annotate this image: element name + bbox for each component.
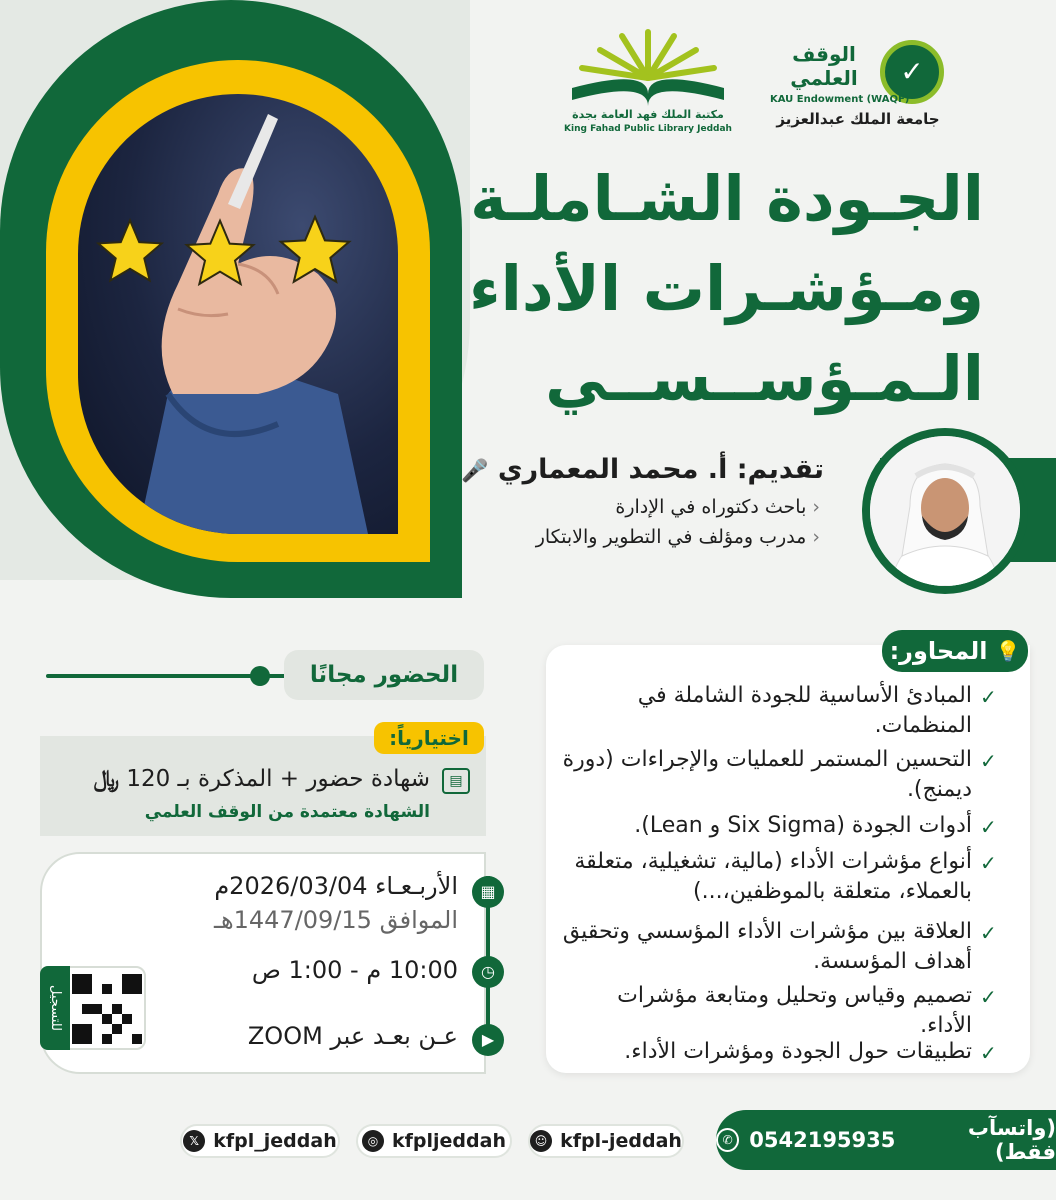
- snapchat-handle-text: kfpl-jeddah: [560, 1130, 682, 1152]
- x-handle[interactable]: [180, 1124, 340, 1158]
- check-icon: ✓: [980, 1041, 997, 1065]
- register-label: للتسجيل: [40, 966, 70, 1050]
- certificate-offer: [94, 766, 430, 792]
- waqf-emblem-icon: ✓: [880, 40, 944, 104]
- star-icon: [180, 214, 260, 294]
- topics-heading-text: المحاور:: [889, 637, 988, 665]
- event-date-gregorian: الأربـعـاء 2026/03/04م: [214, 872, 458, 900]
- certificate-offer-text: شهادة حضور + المذكرة بـ 120: [126, 766, 430, 792]
- whatsapp-note: (واتسآب فقط): [967, 1116, 1056, 1164]
- optional-label: اختيارياً:: [374, 722, 484, 754]
- topic-item: تطبيقات حول الجودة ومؤشرات الأداء.: [624, 1039, 972, 1064]
- speaker-bullet-2: [536, 526, 820, 548]
- star-icon: [92, 214, 168, 290]
- x-icon: 𝕏: [183, 1130, 205, 1152]
- event-date-hijri: الموافق 1447/09/15هـ: [213, 906, 458, 934]
- hand-rating-stars-photo: [78, 94, 398, 534]
- kau-university-name: جامعة الملك عبدالعزيز: [776, 110, 940, 128]
- instagram-handle-text: kfpljeddah: [392, 1130, 506, 1152]
- free-attendance-label: الحضور مجانًا: [284, 650, 484, 700]
- instagram-icon: ◎: [362, 1130, 384, 1152]
- speaker-bullet-text: باحث دكتوراه في الإدارة: [615, 496, 807, 518]
- clock-icon: ◷: [472, 956, 504, 988]
- certificate-accredited: الشهادة معتمدة من الوقف العلمي: [144, 802, 430, 822]
- check-icon: ✓: [980, 921, 997, 945]
- instagram-handle[interactable]: [356, 1124, 512, 1158]
- calendar-icon: ▦: [472, 876, 504, 908]
- whatsapp-contact[interactable]: [716, 1110, 1056, 1170]
- video-camera-icon: ▶: [472, 1024, 504, 1056]
- check-icon: ✓: [980, 749, 997, 773]
- lightbulb-icon: 💡: [995, 639, 1021, 663]
- certificate-icon: ▤: [442, 768, 470, 794]
- speaker-name-text: تقديم: أ. محمد المعماري: [497, 454, 824, 485]
- topics-heading: [882, 630, 1028, 672]
- speaker-portrait: [870, 436, 1020, 586]
- check-icon: ✓: [980, 851, 997, 875]
- topics-card: [546, 645, 1030, 1073]
- snapchat-handle[interactable]: [528, 1124, 684, 1158]
- riyal-symbol-icon: ﷼: [93, 766, 120, 792]
- kau-waqf-name-en: KAU Endowment (WAQF): [770, 94, 910, 105]
- kau-waqf-name-ar: الوقف العلمي: [790, 42, 858, 90]
- snapchat-icon: ☺: [530, 1130, 552, 1152]
- event-time: 10:00 م - 1:00 ص: [251, 956, 458, 984]
- chevron-left-icon: ‹: [806, 526, 820, 548]
- free-attendance-dot: [250, 666, 270, 686]
- topic-item: المبادئ الأساسية للجودة الشاملة في المنظمات.: [637, 683, 972, 738]
- kfpl-name-en: King Fahad Public Library Jeddah: [564, 124, 732, 134]
- x-handle-text: kfpl_jeddah: [213, 1130, 337, 1152]
- title-line-1: الجـودة الشـاملـة: [470, 162, 984, 235]
- topic-item: تصميم وقياس وتحليل ومتابعة مؤشرات الأداء.: [617, 983, 972, 1038]
- speaker-bullet-text: مدرب ومؤلف في التطوير والابتكار: [535, 526, 807, 548]
- kfpl-logo: [548, 28, 748, 138]
- kfpl-name-ar: مكتبة الملك فهد العامة بجدة: [572, 108, 724, 121]
- topic-item: أدوات الجودة (Six Sigma و Lean).: [634, 813, 972, 838]
- chevron-left-icon: ‹: [806, 496, 820, 518]
- kau-waqf-logo: [770, 36, 950, 136]
- topic-item: أنواع مؤشرات الأداء (مالية، تشغيلية، متعلقة بالعملاء، متعلقة بالموظفين،...): [574, 849, 972, 904]
- topic-item: التحسين المستمر للعمليات والإجراءات (دورة ديمنج).: [562, 747, 972, 802]
- whatsapp-number: 0542195935: [749, 1128, 896, 1152]
- kfpl-book-emblem-icon: [562, 28, 734, 106]
- star-icon: [274, 210, 356, 292]
- microphone-icon: 🎤: [461, 459, 489, 484]
- whatsapp-icon: ✆: [716, 1128, 739, 1152]
- speaker-bullet-1: [615, 496, 820, 518]
- speaker-name: [461, 454, 824, 485]
- title-line-3: الـمـؤســســي: [545, 342, 984, 415]
- check-icon: ✓: [980, 815, 997, 839]
- speaker-photo: [862, 428, 1028, 594]
- check-icon: ✓: [980, 985, 997, 1009]
- topic-item: العلاقة بين مؤشرات الأداء المؤسسي وتحقيق أهداف المؤسسة.: [562, 919, 972, 974]
- event-platform: عـن بعـد عبر ZOOM: [247, 1022, 458, 1050]
- check-icon: ✓: [980, 685, 997, 709]
- hand-illustration: [78, 94, 398, 534]
- qr-code[interactable]: [72, 974, 142, 1044]
- title-line-2: ومـؤشـرات الأداء: [468, 252, 984, 325]
